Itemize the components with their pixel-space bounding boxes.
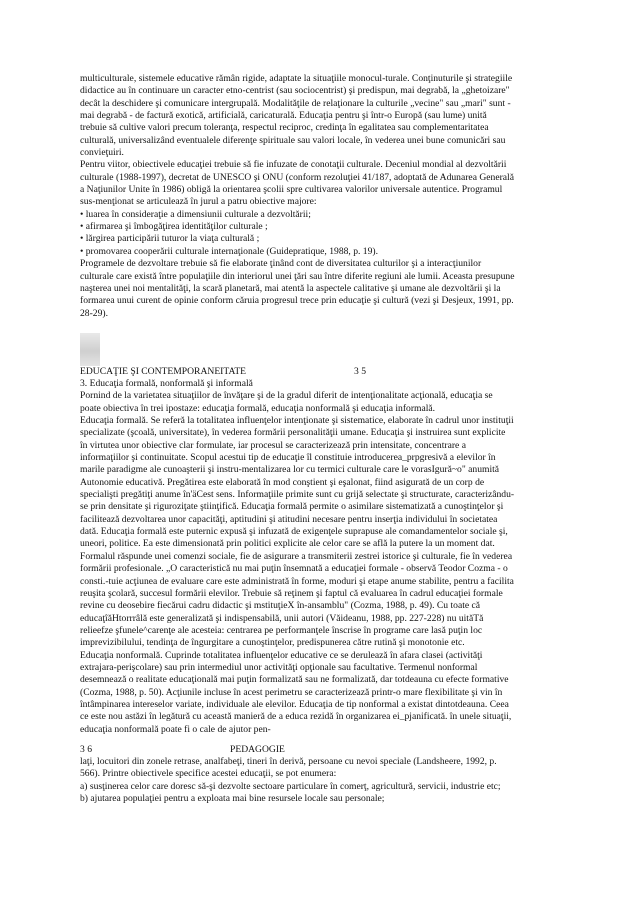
- running-header-page-number: 3 5: [354, 366, 366, 377]
- text-line: trebuie să cultive valori precum toleranţa, respectul reciproc, credinţa în egalitatea sau complementaritatea: [80, 122, 489, 134]
- text-line: mai degrabă - de factură exotică, artificială, caricaturală. Educaţia pentru şi într-o Europă (sau lume) unită: [80, 110, 487, 122]
- text-line: 3. Educaţia formală, nonformală şi informală: [80, 378, 253, 389]
- text-line: naşterea unei noi mentalităţi, la scară planetară, mai atentă la aspectele calitative şi umane ale dezvoltării şi la: [80, 282, 501, 294]
- text-line: laţi, locuitori din zonele retrase, analfabeţi, tineri în derivă, persoane cu nevoi speciale (Landsheere, 1992, p.: [80, 756, 497, 767]
- text-line: poate obiectiva în trei ipostaze: educaţia formală, educaţia nonformală şi educaţia informală.: [80, 402, 436, 414]
- text-line: Educaţia nonformală. Cuprinde totalitatea influenţelor educative ce se derulează în afara clasei (activităţi: [80, 649, 483, 661]
- text-line: dată. Educaţia formală este puternic expusă şi infuzată de exigenţele suprapuse ale comandamentelor sociale şi,: [80, 526, 508, 538]
- text-line: culturale (1988-1997), decretat de UNESCO şi ONU (conform rezoluţiei 41/187, adoptată de Adunarea Generală: [80, 171, 514, 183]
- text-line: • lărgirea participării tuturor la viaţa culturală ;: [80, 233, 260, 245]
- text-line: 566). Printre obiectivele specifice acestei educaţii, se pot enumera:: [80, 768, 337, 780]
- running-header-title: EDUCAŢIE ŞI CONTEMPORANEITATE: [80, 366, 247, 377]
- text-block-section-3: [80, 378, 566, 736]
- text-line: Pentru viitor, obiectivele educaţiei trebuie să fie infuzate de conotaţii culturale. Deceniul mondial al dezvoltării: [80, 159, 507, 171]
- text-line: multiculturale, sistemele educative rămân rigide, adaptate la situaţiile monocul-turale. Conţinuturile şi strategiile: [80, 73, 513, 84]
- text-line: Autonomie educativă. Pregătirea este elaborată în mod conştient şi eşalonat, fiind asigurată de un corp de: [80, 476, 485, 488]
- text-line: reuşita şcolară, succesul formării elevilor. Trebuie să reţinem şi faptul că evaluarea în cadrul educaţiei formale: [80, 587, 503, 599]
- text-line: întâmpinarea intereselor variate, individuale ale elevilor. Educaţia de tip nonformal a existat dintotdeauna. Ceea: [80, 698, 509, 710]
- text-line: revine cu deosebire fiecărui cadru didactic şi mstituţieX în-ansamblu" (Cozma, 1988, p. 49). Cu toate că: [80, 600, 481, 612]
- text-line: a) susţinerea celor care doresc să-şi dezvolte sectoare particulare în comerţ, agricultură, servicii, industrie etc;: [80, 780, 501, 792]
- running-header-title-2: PEDAGOGIE: [230, 744, 285, 755]
- text-line: a Naţiunilor Unite în 1986) obligă la orientarea şcolii spre cultivarea valorilor universale autentice. Programul: [80, 184, 503, 196]
- text-line: ce este nou astăzi în legătură cu această manieră de a educa rezidă în organizarea ei_pjanificată. în unele situaţii,: [80, 711, 512, 723]
- text-line: se prin densitate şi riguroziţate ştiinţifică. Educaţia formală permite o asimilare sistematizată a cunoştinţelor şi: [80, 501, 504, 513]
- text-line: • afirmarea şi îmbogăţirea identităţilor culturale ;: [80, 221, 268, 233]
- text-line: culturale care există între populaţiile din interiorul unei ţări sau între diferite regiuni ale lumii. Aceasta presupune: [80, 270, 515, 282]
- text-line: extrajara-perişcolare) sau prin intermediul unor activităţi opţionale sau facultative. Termenul nonformal: [80, 661, 478, 673]
- text-block-list: [80, 756, 566, 805]
- text-line: Educaţia formală. Se referă la totalitatea influenţelor intenţionate şi sistematice, elaborate în cadrul unor instituţii: [80, 415, 514, 427]
- text-line: formarea unui curent de opinie conform căruia progresul trece prin educaţie şi cultură (vezi şi Desjeux, 1991, pp.: [80, 295, 514, 307]
- text-line: 28-29).: [80, 307, 108, 319]
- text-line: sus-menţionat se articulează în jurul a patru obiective majore:: [80, 196, 317, 208]
- text-line: specializate (şcoală, universitate), în vederea formării personalităţii umane. Educaţia şi instruirea sunt explicite: [80, 427, 506, 439]
- text-line: culturală, universalizând eventualele diferenţe spirituale sau valori locale, în vederea unei bune comunicări sau: [80, 134, 506, 146]
- image-placeholder: [80, 333, 100, 366]
- text-line: formării profesionale. „O caracteristică nu mai puţin însemnată a educaţiei formale - observă Teodor Cozma - o: [80, 563, 508, 575]
- running-header-page-number-2: 3 6: [80, 744, 92, 755]
- text-line: imprevizibilului, tendinţa de îngurgitare a cunoştinţelor, predispunerea către rutină şi monotonie etc.: [80, 637, 465, 649]
- text-line: în virtutea unor obiective clar formulate, iar procesul se caracterizează prin intensitate, concentrare a: [80, 439, 466, 451]
- text-line: (Cozma, 1988, p. 50). Acţiunile incluse în acest perimetru se caracterizează printr-o mare flexibilitate şi vin în: [80, 686, 503, 698]
- text-line: • promovarea cooperării culturale internaţionale (Guidepratique, 1988, p. 19).: [80, 245, 378, 257]
- text-line: b) ajutarea populaţiei pentru a exploata mai bine resursele locale sau personale;: [80, 793, 385, 805]
- text-block-continuation: [80, 73, 566, 320]
- text-line: uneori, politice. Ea este dimensionată prin politici explicite ale celor care se află la putere la un moment dat.: [80, 538, 495, 550]
- text-line: desemnează o realitate educaţională mai puţin formalizată sau ne formalizată, dar totdeauna cu efecte formative: [80, 674, 509, 686]
- text-line: relieefze şfunele^carenţe ale acesteia: centrarea pe performanţele înscrise în programe care lasă puţin loc: [80, 624, 483, 636]
- text-line: Formalul răspunde unei comenzi sociale, fie de asigurare a transmiterii zestrei istorice şi culturale, fie în vederea: [80, 550, 513, 562]
- text-line: consti.-tuie acţiunea de evaluare care este administrată în forme, moduri şi etape anume stabilite, pentru a facilita: [80, 575, 514, 587]
- text-line: Pornind de la varietatea situaţiilor de învăţare şi de la gradul diferit de intenţionalitate acţională, educaţia se: [80, 390, 493, 402]
- text-line: didactice au în continuare un caracter etno-centrist (sau sociocentrist) şi predispun, mai degrabă, la „ghetoizare": [80, 85, 510, 97]
- text-line: educaţîăHtorrrâlă este generalizată şi indispensabilă, unii autori (Văideanu, 1988, pp. 227-228) nu uităTă: [80, 612, 484, 624]
- text-line: specialişti pregătiţi anume în'äCest sens. Informaţiile primite sunt cu grijă selectate şi structurate, caracterizându-: [80, 489, 515, 501]
- text-line: convieţuiri.: [80, 147, 124, 159]
- text-line: educaţia nonformală poate fi o cale de ajutor pen-: [80, 723, 271, 735]
- text-line: informaţiilor şi continuitate. Scopul acestui tip de educaţie îl constituie introducerea_prpgresivă a elevilor în: [80, 452, 496, 464]
- text-line: facilitează dezvoltarea unor capacităţi, aptitudini şi atitudini necesare pentru inserţia individului în societatea: [80, 513, 498, 525]
- text-line: Programele de dezvoltare trebuie să fie elaborate ţinând cont de diversitatea culturilor şi a interacţiunilor: [80, 258, 482, 270]
- text-line: • luarea în consideraţie a dimensiunii culturale a dezvoltării;: [80, 208, 311, 220]
- text-line: decât la deschidere şi comunicare intergrupală. Modalităţile de relaţionare la culturile „vecine" sau „mari" sunt -: [80, 97, 511, 109]
- text-line: marile paradigme ale cunoaşterii şi instru-mentalizarea lor cu termici culturale care le vorasIgură~o" anumită: [80, 464, 500, 476]
